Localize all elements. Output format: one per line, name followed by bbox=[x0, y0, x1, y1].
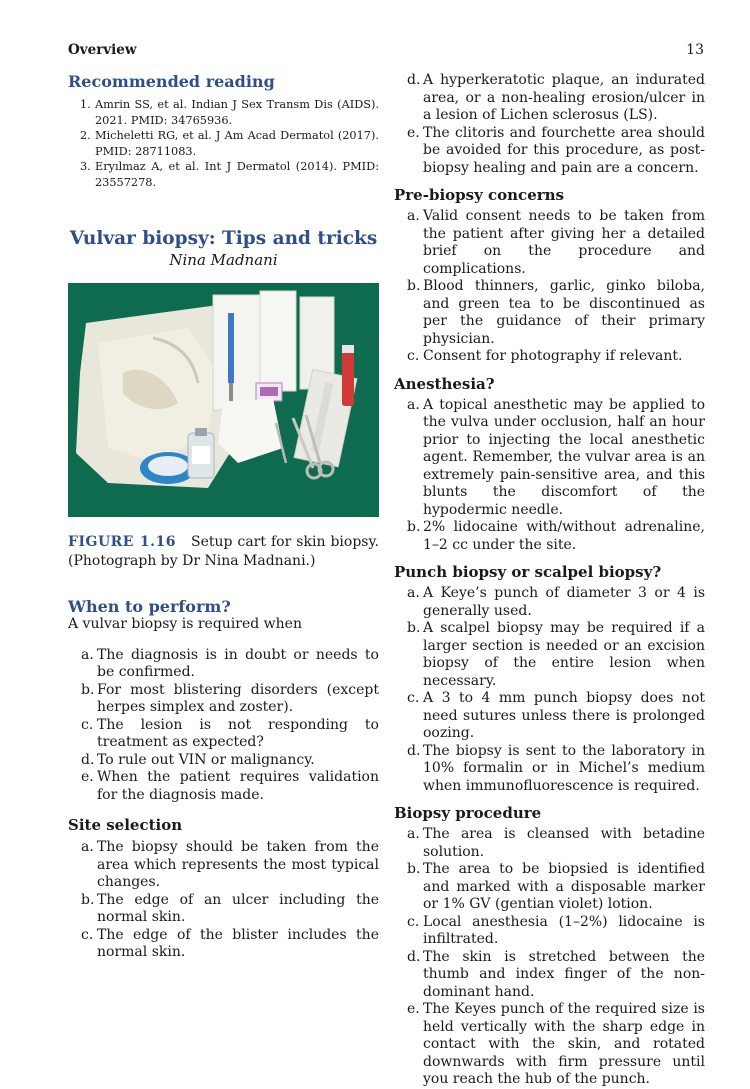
left-column bbox=[68, 72, 379, 962]
list-item: c. Consent for photography if relevant. bbox=[407, 348, 683, 364]
list-item: a. A Keye’s punch of diameter 3 or 4 is generally used. bbox=[407, 585, 705, 619]
article-author: Nina Madnani bbox=[169, 251, 278, 269]
running-head-section: Overview bbox=[68, 42, 137, 58]
page-number: 13 bbox=[686, 42, 704, 58]
list-item: a. A topical anesthetic may be applied to the vulva under occlusion, half an hour prior to injecting the local anesthetic agent. Remember, the vulvar area is an extremely pain-sensitive area, and this blunts the discomfort of the hypodermic needle. bbox=[407, 396, 705, 518]
list-item: e. When the patient requires validation for the diagnosis made. bbox=[81, 769, 379, 803]
pre-biopsy-heading: Pre-biopsy concerns bbox=[394, 186, 564, 204]
biopsy-procedure-heading: Biopsy procedure bbox=[394, 804, 542, 822]
recommended-reading-heading: Recommended reading bbox=[68, 72, 275, 91]
anesthesia-list bbox=[394, 397, 705, 555]
pre-biopsy-list bbox=[394, 208, 705, 366]
list-item: e. The Keyes punch of the required size is held vertically with the sharp edge in contact with the skin, and rotated downwards with firm pressure until you reach the hub of the punch. bbox=[407, 1001, 705, 1087]
list-item: d. The skin is stretched between the thumb and index finger of the non-dominant hand. bbox=[407, 948, 705, 1000]
list-item: c. The edge of the blister includes the normal skin. bbox=[81, 926, 379, 960]
list-item: b. Blood thinners, garlic, ginko biloba, and green tea to be discontinued as per the guidance of their primary physician. bbox=[407, 278, 705, 347]
list-item: b. 2% lidocaine with/without adrenaline, 1–2 cc under the site. bbox=[407, 519, 705, 553]
anesthesia-heading: Anesthesia? bbox=[394, 374, 495, 393]
reference-list bbox=[68, 97, 379, 190]
site-selection-list bbox=[68, 839, 379, 962]
biopsy-setup-illustration bbox=[68, 283, 379, 517]
list-item: a. Valid consent needs to be taken from the patient after giving her a detailed brief on the procedure and complications. bbox=[407, 208, 705, 277]
biopsy-procedure-list bbox=[394, 826, 705, 1089]
biopsy-setup-photo bbox=[68, 283, 379, 517]
figure-caption bbox=[68, 533, 379, 571]
punch-scalpel-list bbox=[394, 585, 705, 795]
punch-scalpel-heading: Punch biopsy or scalpel biopsy? bbox=[394, 563, 662, 581]
list-item: b. A scalpel biopsy may be required if a larger section is needed or an excision biopsy of the entire lesion when necessary. bbox=[407, 620, 705, 689]
site-selection-heading: Site selection bbox=[68, 816, 183, 834]
list-item: b. The edge of an ulcer including the normal skin. bbox=[81, 891, 379, 925]
list-item: c. The lesion is not responding to treatment as expected? bbox=[81, 716, 379, 750]
reference-item: 3. Eryılmaz A, et al. Int J Dermatol (2014). PMID: 23557278. bbox=[80, 160, 379, 189]
list-item: b. The area to be biopsied is identified and marked with a disposable marker or 1% GV (gentian violet) lotion. bbox=[407, 861, 705, 912]
list-item: d. The biopsy is sent to the laboratory in 10% formalin or in Michel’s medium when immunofluorescence is required. bbox=[407, 742, 705, 794]
figure-caption-text: Setup cart for skin biopsy. (Photograph by Dr Nina Madnani.) bbox=[68, 534, 379, 569]
article-title: Vulvar biopsy: Tips and tricks bbox=[69, 228, 378, 249]
running-head bbox=[68, 42, 704, 62]
right-column bbox=[394, 72, 705, 1089]
list-item: a. The biopsy should be taken from the area which represents the most typical changes. bbox=[81, 839, 379, 890]
list-item: d. To rule out VIN or malignancy. bbox=[81, 751, 315, 768]
reference-item: 1. Amrin SS, et al. Indian J Sex Transm Dis (AIDS). 2021. PMID: 34765936. bbox=[80, 98, 379, 127]
when-to-perform-heading: When to perform? bbox=[68, 597, 231, 616]
reference-item: 2. Micheletti RG, et al. J Am Acad Dermatol (2017). PMID: 28711083. bbox=[80, 129, 379, 158]
list-item: a. The area is cleansed with betadine solution. bbox=[407, 826, 705, 860]
list-item: c. A 3 to 4 mm punch biopsy does not need sutures unless there is prolonged oozing. bbox=[407, 690, 705, 741]
figure-label: FIGURE 1.16 bbox=[68, 534, 176, 550]
list-item: b. For most blistering disorders (except herpes simplex and zoster). bbox=[81, 681, 379, 715]
site-selection-list-continued bbox=[394, 72, 705, 177]
when-to-perform-list bbox=[68, 647, 379, 805]
list-item: a. The diagnosis is in doubt or needs to be confirmed. bbox=[81, 646, 379, 680]
list-item: d. A hyperkeratotic plaque, an indurated area, or a non-healing erosion/ulcer in a lesion of Lichen sclerosus (LS). bbox=[407, 72, 705, 123]
list-item: c. Local anesthesia (1–2%) lidocaine is infiltrated. bbox=[407, 913, 705, 947]
when-to-perform-intro: A vulvar biopsy is required when bbox=[68, 616, 302, 632]
list-item: e. The clitoris and fourchette area should be avoided for this procedure, as post-biopsy healing and pain are a concern. bbox=[407, 124, 705, 176]
